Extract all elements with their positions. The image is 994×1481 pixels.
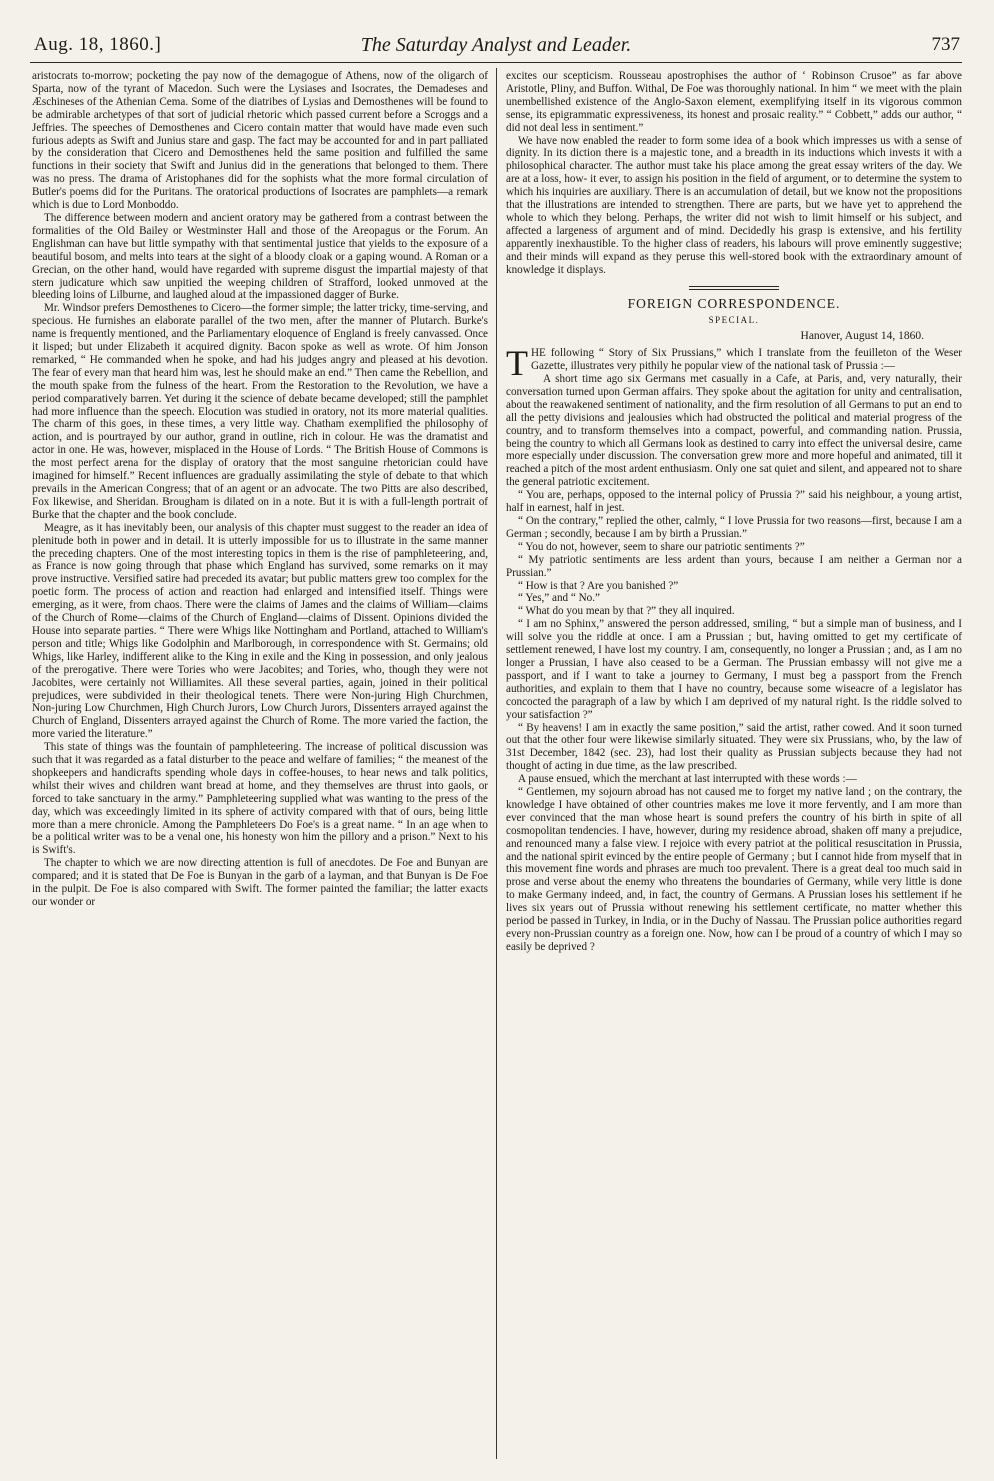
publication-title: The Saturday Analyst and Leader.	[360, 34, 632, 56]
page-number: 737	[931, 34, 960, 55]
section-title: FOREIGN CORRESPONDENCE.	[627, 295, 841, 311]
section-dateline: Hanover, August 14, 1860.	[800, 330, 924, 343]
section-separator-rule	[689, 286, 779, 290]
section-paragraph-4: “ You do not, however, seem to share our patriotic sentiments ?”	[518, 540, 805, 553]
section-paragraph-1: A short time ago six Germans met casually in a Cafe, at Paris, and, very naturally, their conversation turned upon German affairs. They spoke about the agitation for unity and centralisation, about the reawakened sentiment of nationality, and the firm resolution of all Germans to put an end to all the petty divisions and jealousies which had obstructed the political and material progress of the country, and to transform themselves into a compact, powerful, and commanding nation. Prussia, being the country to which all Germans look as destined to carry into effect the universal desire, came more especially under discussion. The conversation grew more and more hopeful and animated, till it reached a pitch of the most ardent enthusiasm. Only one sat quiet and silent, and appeared not to share the general patriotic excitement.	[506, 373, 962, 489]
section-paragraph-5: “ My patriotic sentiments are less ardent than yours, because I am neither a German nor a Prussian.”	[506, 553, 962, 579]
right-intro-paragraph-1: excites our scepticism. Rousseau apostrophises the author of ‘ Robinson Crusoe” as far above Aristotle, Pliny, and Buffon. Withal, De Foe was thoroughly national. In him “ we meet with the plain unembellished existence of the Anglo-Saxon element, exemplifying itself in its vigorous common sense, its epigrammatic expressiveness, its honest and prosaic reality.” “ Cobbett,” adds our author, “ did not deal less in sentiment.”	[506, 70, 962, 134]
section-paragraph-11: A pause ensued, which the merchant at last interrupted with these words :—	[518, 773, 857, 786]
drop-cap: T	[506, 343, 528, 384]
left-paragraph-3: Mr. Windsor prefers Demosthenes to Cicero—the former simple; the latter tricky, time-serving, and specious. He furnishes an elaborate parallel of the two men, after the manner of Plutarch. Burke's name is frequently mentioned, and the Parliamentary eloquence of England is freely canvassed. Once it lisped; but under Elizabeth it acquired dignity. Bacon spoke as well as wrote. Of him Jonson remarked, “ He commanded when he spoke, and had his judges angry and pleased at his devotion. The fear of every man that heard him was, lest he should make an end.” Then came the Rebellion, and the mouth spake from the fulness of the heart. From the Restoration to the Revolution, we have a period comparatively barren. Yet during it the science of debate became developed; still the pamphlet had more influence than the speech. Elocution was studied in oratory, not its more material qualities. The charm of this goes, in these times, a very little way. Chatham exemplified the philosophy of action, and is pourtrayed by our author, grand in outline, rich in colour. He was the dramatist and actor in one. He was, however, misplaced in the House of Lords. “ The British House of Commons is the most perfect arena for the display of oratory that the most sanguine rhetorician could have imagined for himself.” Recent influences are gradually assimilating the style of debate to that which prevails in the American Congress; that of an agent or an advocate. The two Pitts are also described, Fox likewise, and Sheridan. Brougham is dilated on in a note. But it is with a full-length portrait of Burke that the chapter and the book conclude.	[32, 302, 488, 521]
page-header	[30, 34, 962, 63]
section-paragraph-3: “ On the contrary,” replied the other, calmly, “ I love Prussia for two reasons—first, because I am a German ; secondly, because I am by birth a Prussian.”	[506, 515, 962, 540]
left-paragraph-2: The difference between modern and ancient oratory may be gathered from a contrast between the formalities of the Old Bailey or Westminster Hall and those of the Areopagus or the Forum. An Englishman can have but little sympathy with that sentimental justice that yields to the exposure of a beautiful bosom, and melts into tears at the sight of a bloody cloak or a gaping wound. A Roman or a Grecian, on the other hand, would have regarded with supreme disgust the impartial majesty of that stern judicature which saw unpitied the weeping children of Strafford, looked unmoved at the bleeding loins of Lilburne, and laughed aloud at the impassioned dagger of Burke.	[32, 211, 488, 302]
left-column	[32, 70, 488, 1461]
section-first-paragraph	[506, 343, 962, 384]
right-column	[506, 70, 962, 1461]
section-first-paragraph-text: HE following “ Story of Six Prussians,” which I translate from the feuilleton of the Weser Gazette, illustrates very pithily he popular view of the national task of Prussia :—	[531, 347, 962, 373]
left-paragraph-1: aristocrats to-morrow; pocketing the pay now of the demagogue of Athens, now of the oligarch of Sparta, now of the tyrant of Macedon. Such were the Lysiases and Isocrates, the Demadeses and Æschineses of the Athenian Cema. Some of the diatribes of Lysias and Demosthenes will be found to be admirable archetypes of that sort of judicial rhetoric which passed current before a Scroggs and a Jeffries. The speeches of Demosthenes and Cicero contain matter that would have made even such furious adepts as Swift and Junius stare and gasp. The fact may be accounted for and in part palliated by the consideration that Cicero and Demosthenes held the same position and fulfilled the same functions in their society that Swift and Junius did in the generations that belonged to them. There was no press. The drama of Aristophanes did for the sophists what the more formal circulation of Butler's poems did for the Puritans. The oratorical productions of Isocrates are pamphlets—a remark which is due to Lord Monboddo.	[32, 70, 488, 212]
section-paragraph-8: “ What do you mean by that ?” they all inquired.	[518, 605, 735, 618]
section-paragraph-10: “ By heavens! I am in exactly the same position,” said the artist, rather cowed. And it soon turned out that the other four were likewise similarly situated. They were six Prussians, who, by the law of 31st December, 1842 (sec. 23), had lost their quality as Prussian subjects because they had not thought of acting in due time, as the law prescribed.	[506, 721, 962, 773]
section-paragraph-6: “ How is that ? Are you banished ?”	[518, 579, 679, 592]
left-paragraph-6: The chapter to which we are now directing attention is full of anecdotes. De Foe and Bunyan are compared; and it is stated that De Foe is Bunyan in the garb of a layman, and that Bunyan is De Foe in the pulpit. De Foe is also compared with Swift. The former painted the familiar; the latter exacts our wonder or	[32, 857, 488, 908]
section-paragraph-12: “ Gentlemen, my sojourn abroad has not caused me to forget my native land ; on the contrary, the knowledge I have obtained of other countries makes me love it more fervently, and I am more than ever convinced that the man whose heart is sound prefers the country of his birth in spite of all cosmopolitan tendencies. I have, however, during my residence abroad, shaken off many a prejudice, and renounced many a false view. I rejoice with every patriot at the political resuscitation in Prussia, and the national spirit evinced by the entire people of Germany ; but I cannot hide from myself that in this movement fine words and phrases are much too prevalent. There is a great deal too much said in prose and verse about the enemy who threatens the boundaries of Germany, while very little is done to make Germany indeed, and, in fact, the country of Germans. A Prussian loses his settlement if he lives six years out of Prussia without renewing his settlement certificate, no matter whether this period be passed in Turkey, in India, or in the Duchy of Nassau. The Prussian police authorities regard every non-Prussian country as a foreign one. Now, how can I be proud of a country of which I may so easily be deprived ?	[506, 786, 962, 953]
section-paragraph-7: “ Yes,” and “ No.”	[518, 592, 600, 605]
section-subtitle: SPECIAL.	[708, 315, 760, 326]
left-paragraph-5: This state of things was the fountain of pamphleteering. The increase of political discussion was such that it was regarded as a fatal disturber to the peace and welfare of families; “ the meanest of the shopkeepers and handicrafts spending whole days in coffee-houses, to hear news and talk politics, whilst their wives and children want bread at home, and they themselves are thrust into gaols, or forced to take sanctuary in the army.” Pamphleteering supplied what was wanting to the press of the day, which was exceedingly limited in its sphere of activity compared with that of ours, being little more than a mere chronicle. Among the Pamphleteers Do Foe's is a great name. “ In an age when to be a political writer was to be a venal one, his honesty won him the pillory and a prison.” Next to his is Swift's.	[32, 741, 488, 857]
column-divider	[496, 68, 497, 1459]
right-intro-paragraph-2: We have now enabled the reader to form some idea of a book which impresses us with a sense of dignity. In its diction there is a majestic tone, and a breadth in its inductions which invests it with a philosophical character. The author must take his place among the great essay writers of the day. We are at a loss, how- it ever, to assign his position in the field of argument, or to determine the system to which his inquiries are auxiliary. There is an accumulation of detail, but we know not the propositions that the illustrations are intended to strengthen. There are parts, but we have yet to apprehend the whole to which they belong. Perhaps, the writer did not wish to limit himself or his subject, and affected a largeness of argument and of mind. Decidedly his grasp is extensive, and his fertility apparently inexhaustible. To the higher class of readers, his labours will prove eminently suggestive; and their minds will expand as they peruse this well-stored book with the extraordinary amount of knowledge it displays.	[506, 134, 962, 276]
section-paragraph-2: “ You are, perhaps, opposed to the internal policy of Prussia ?” said his neighbour, a young artist, half in earnest, half in jest.	[506, 489, 962, 515]
issue-date: Aug. 18, 1860.]	[34, 34, 162, 55]
section-paragraph-9: “ I am no Sphinx,” answered the person addressed, smiling, “ but a simple man of business, and I will solve you the riddle at once. I am a Prussian ; but, having omitted to get my certificate of settlement renewed, I have lost my country. I am, consequently, no longer a Prussian ; and, as I am no longer a Prussian, I have also ceased to be a German. The Prussian embassy will not give me a passport, and if I want to take a journey to Germany, I must beg a passport from the French authorities, and explain to them that I have no country, because some wiseacre of a legislator has concocted the paragraph of a law by which I am deprived of my natural right. Is the riddle solved to your satisfaction ?”	[506, 618, 962, 721]
left-paragraph-4: Meagre, as it has inevitably been, our analysis of this chapter must suggest to the reader an idea of plenitude both in power and in detail. It is utterly impossible for us to illustrate in the same manner the preceding chapters. One of the most interesting topics in them is the rise of pamphleteering, and, as France is now going through that phase which England has survived, some remarks on it may prove instructive. Versified satire had preceded its avatar; but public matters grew too complex for the poetic form. The process of action and reaction had enlarged and intensified itself. Things were emerging, as it were, from chaos. There were the claims of James and the claims of William—claims of the Church of Rome—claims of the Church of England—claims of Dissent. Opinions divided the House into separate parties. “ There were Whigs like Nottingham and Portland, attached to William's person and title; Whigs like Godolphin and Marlborough, in correspondence with St. Germains; old Whigs, like Harley, indifferent alike to the King in exile and the King in possession, and only jealous of the prerogative. There were Tories who were Jacobites; and Tories, who, though they were not Jacobites, were certainly not Williamites. All these several parties, again, joined in their political prejudices, were subdivided in their theological tenets. There were Non-juring High Churchmen, Non-juring Low Churchmen, High Church Jurors, Low Church Jurors, Dissenters arrayed against the Church of England, Dissenters arrayed against the Church of Rome. The more varied the faction, the more varied the literature.”	[32, 521, 488, 741]
